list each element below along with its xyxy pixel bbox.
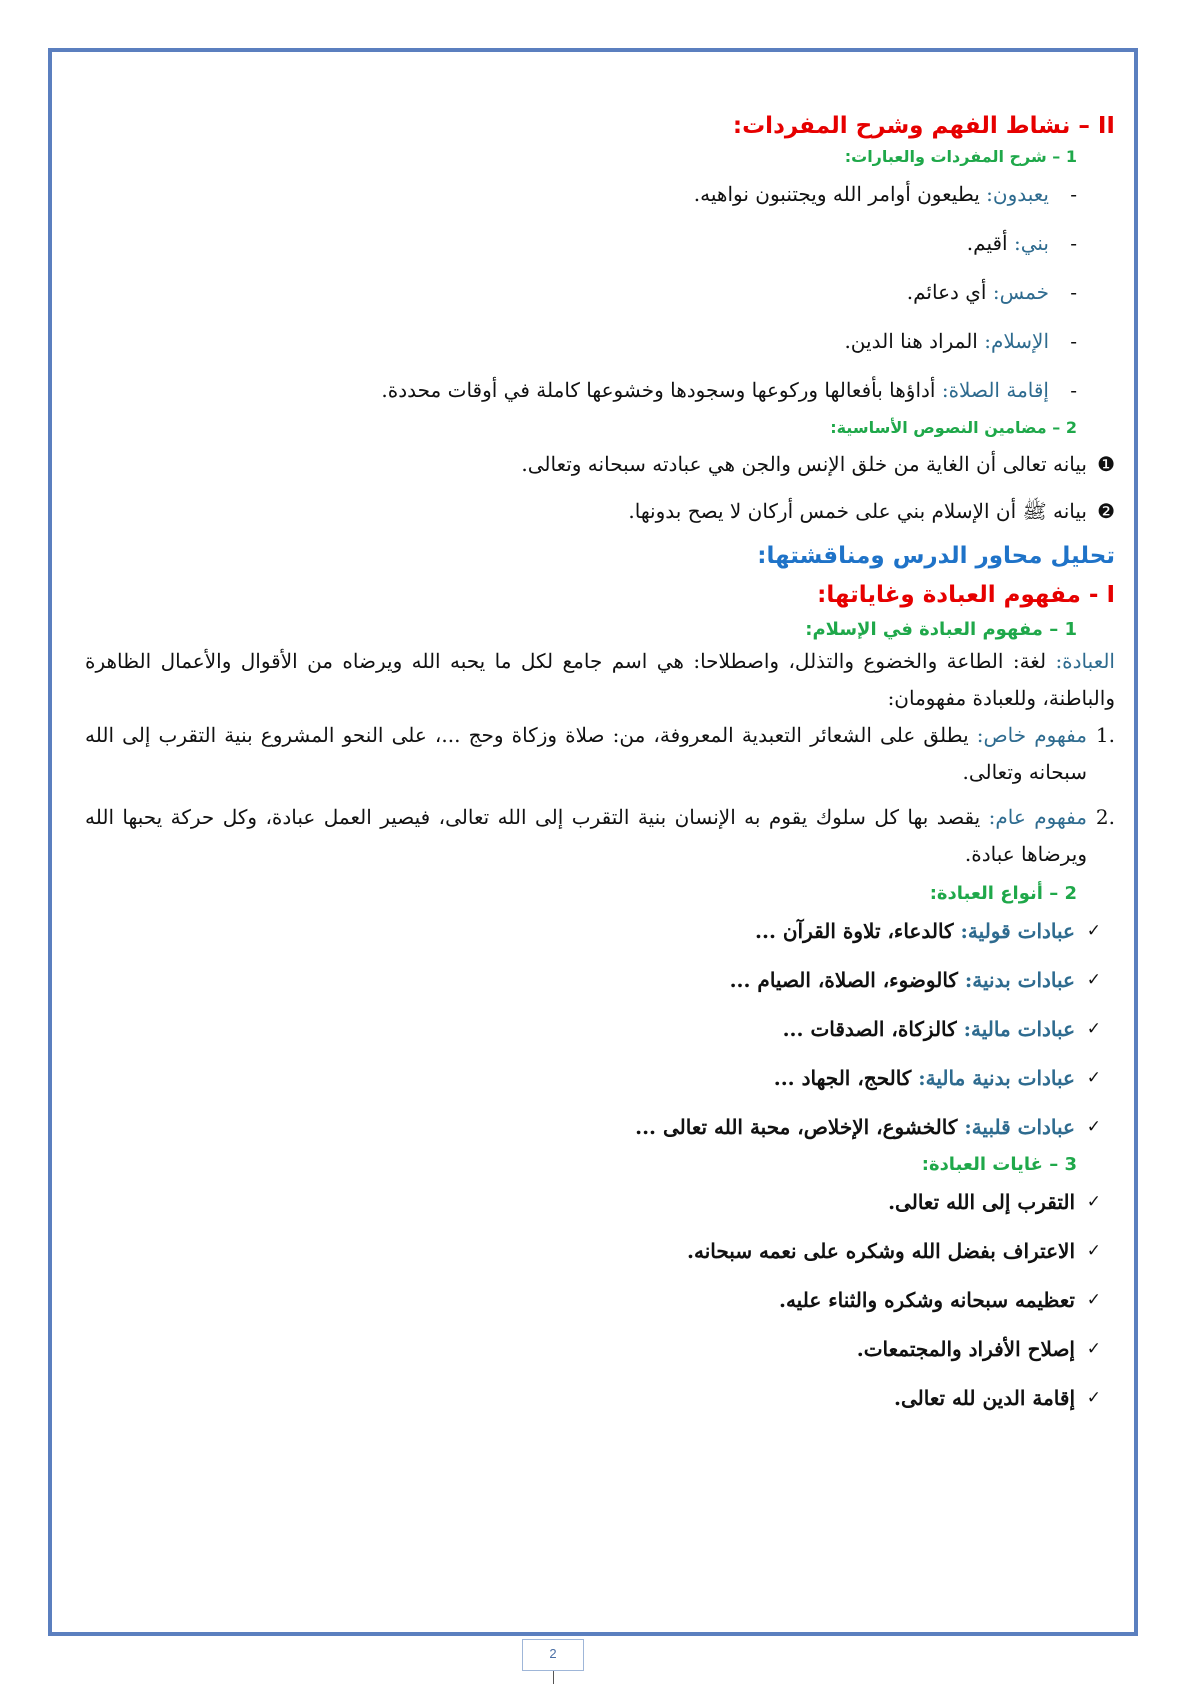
- goals-subtitle: 3 – غايات العبادة:: [921, 1154, 1077, 1175]
- analysis-title: تحليل محاور الدرس ومناقشتها:: [757, 543, 1115, 569]
- list-item: ✓ التقرب إلى الله تعالى.: [85, 1178, 1101, 1227]
- list-item: .1 مفهوم خاص: يطلق على الشعائر التعبدية المعروفة، من: صلاة وزكاة وحج ...، على النحو المشروع بنية التقرب إلى الله سبحانه وتعالى.: [85, 723, 1115, 784]
- list-item: - يعبدون: يطيعون أوامر الله ويجتنبون نواهيه.: [85, 170, 1077, 219]
- list-item: - الإسلام: المراد هنا الدين.: [85, 317, 1077, 366]
- types-subtitle: 2 – أنواع العبادة:: [929, 883, 1077, 904]
- themes-list: [85, 441, 1115, 535]
- types-list: [85, 907, 1115, 1152]
- goals-list: [85, 1178, 1115, 1423]
- check-icon: ✓: [1086, 1068, 1101, 1088]
- check-icon: ✓: [1086, 1241, 1101, 1261]
- list-item: - بني: أقيم.: [85, 219, 1077, 268]
- definition-paragraph: العبادة: لغة: الطاعة والخضوع والتذلل، واصطلاحا: هي اسم جامع لكل ما يحبه الله ويرضاه من الأقوال والأعمال الظاهرة والباطنة، وللعبادة مفهومان:: [85, 649, 1115, 710]
- section-ii-title: II – نشاط الفهم وشرح المفردات:: [732, 113, 1115, 139]
- number-marker-icon: ❷: [1097, 499, 1115, 523]
- list-item: ✓ عبادات قلبية: كالخشوع، الإخلاص، محبة الله تعالى ...: [85, 1103, 1101, 1152]
- list-item: - إقامة الصلاة: أداؤها بأفعالها وركوعها وسجودها وخشوعها كاملة في أوقات محددة.: [85, 366, 1077, 415]
- list-item: ✓ عبادات قولية: كالدعاء، تلاوة القرآن ...: [85, 907, 1101, 956]
- list-item: ✓ تعظيمه سبحانه وشكره والثناء عليه.: [85, 1276, 1101, 1325]
- list-item: ❷ بيانه ﷺ أن الإسلام بني على خمس أركان لا يصح بدونها.: [85, 488, 1115, 535]
- check-icon: ✓: [1086, 1339, 1101, 1359]
- list-item: ✓ إقامة الدين لله تعالى.: [85, 1374, 1101, 1423]
- list-item: .2 مفهوم عام: يقصد بها كل سلوك يقوم به الإنسان بنية التقرب إلى الله تعالى، فيصير العمل عبادة، وكل حركة يحبها الله ويرضاها عبادة.: [85, 805, 1115, 866]
- check-icon: ✓: [1086, 1290, 1101, 1310]
- check-icon: ✓: [1086, 1388, 1101, 1408]
- list-item: ✓ الاعتراف بفضل الله وشكره على نعمه سبحانه.: [85, 1227, 1101, 1276]
- page-content: [85, 110, 1115, 1423]
- list-item: - خمس: أي دعائم.: [85, 268, 1077, 317]
- list-item: ✓ عبادات بدنية: كالوضوء، الصلاة، الصيام ...: [85, 956, 1101, 1005]
- concepts-list: [85, 717, 1115, 873]
- check-icon: ✓: [1086, 970, 1101, 990]
- vocab-subtitle: 1 – شرح المفردات والعبارات:: [844, 147, 1077, 166]
- number-marker-icon: ❶: [1097, 452, 1115, 476]
- vocab-list: [85, 170, 1115, 415]
- list-item: ✓ إصلاح الأفراد والمجتمعات.: [85, 1325, 1101, 1374]
- page-number: 2: [522, 1639, 584, 1671]
- list-item: ✓ عبادات مالية: كالزكاة، الصدقات ...: [85, 1005, 1101, 1054]
- concept-subtitle: 1 – مفهوم العبادة في الإسلام:: [805, 619, 1077, 640]
- list-item: ❶ بيانه تعالى أن الغاية من خلق الإنس والجن هي عبادته سبحانه وتعالى.: [85, 441, 1115, 488]
- check-icon: ✓: [1086, 1019, 1101, 1039]
- check-icon: ✓: [1086, 1192, 1101, 1212]
- check-icon: ✓: [1086, 921, 1101, 941]
- check-icon: ✓: [1086, 1117, 1101, 1137]
- page-number-divider: [553, 1671, 554, 1684]
- themes-subtitle: 2 – مضامين النصوص الأساسية:: [830, 418, 1077, 437]
- section-i-title: I - مفهوم العبادة وغاياتها:: [817, 582, 1115, 608]
- list-item: ✓ عبادات بدنية مالية: كالحج، الجهاد ...: [85, 1054, 1101, 1103]
